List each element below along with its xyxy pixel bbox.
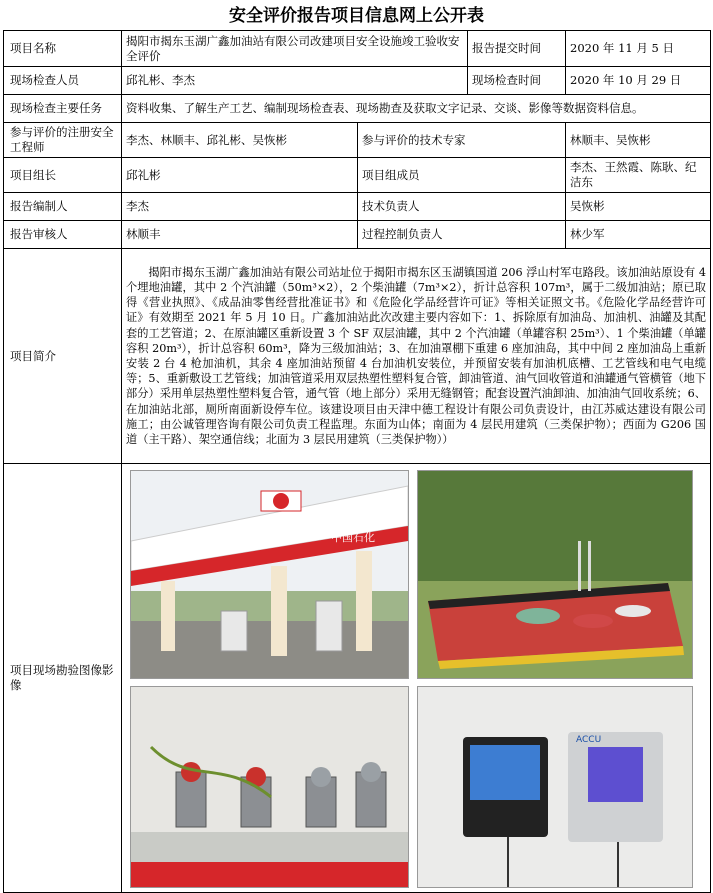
- experts-value: 林顺丰、吴恢彬: [566, 123, 711, 158]
- author-label: 报告编制人: [4, 193, 122, 221]
- monitor-brand-text: ACCU: [576, 735, 602, 745]
- intro-value: 揭阳市揭东玉湖广鑫加油站有限公司站址位于揭阳市揭东区玉湖镇国道 206 浮山村军屯路段。该加油站原设有 4 个埋地油罐，其中 2 个汽油罐（50m³×2），2 个柴油罐（7m³×2），折计总容积 107m³，属于二级加油站；原已取得《营业执照》、《成品油零售经营批准证书》和《危险化学品经营许可证》等相关证照文书。《危险化学品经营许可证》有效期至 2021 年 5 月 10 日。广鑫加油站此次改建主要内容如下：1、拆除原有加油岛、加油机、油罐及其配套的工艺管道；2、在原油罐区重新设置 3 个 SF 双层油罐，其中 2 个汽油罐（单罐容积 25m³）、1 个柴油罐（单罐容积 20m³），折计总容积 60m³，降为三级加油站；3、在加油罩棚下重建 6 座加油岛，其中中间 2 座加油岛上重新安装 2 台 4 枪加油机，其余 4 座加油站预留 4 台加油机安装位，并预留安装有加油机底槽、工艺管线和电气电缆等；5、重新敷设工艺管线；加油管道采用双层热塑性塑料复合管，卸油管道、油气回收管道和油罐通气管横管（地下部分）采用单层热塑性塑料复合管，通气管（地上部分）采用无缝钢管；配套设置汽油卸油、加油油气回收系统；6、在加油站北部，厕所南面新设停车位。该建设项目由天津中德工程设计有限公司负责设计，由江苏威达建设有限公司施工；由公诚管理咨询有限公司负责工程监理。东面为山体；南面为 4 层民用建筑（三类保护物）；西面为 G206 国道（主干路）、架空通信线；北面为 3 层民用建筑（三类保护物））: [122, 249, 711, 464]
- inspectors-label: 现场检查人员: [4, 67, 122, 95]
- tech-label: 技术负责人: [358, 193, 566, 221]
- row-photos: [4, 464, 711, 893]
- row-tasks: [4, 95, 711, 123]
- row-leader: [4, 158, 711, 193]
- photo-tank-area: [417, 470, 693, 679]
- photo-control-monitors: [417, 686, 693, 888]
- valves-photo-image: [131, 687, 408, 887]
- canopy-sign-text: 中国石化: [331, 531, 375, 544]
- tank-area-photo-image: [418, 471, 692, 678]
- members-value: 李杰、王然霞、陈耿、纪洁东: [566, 158, 711, 193]
- reviewer-label: 报告审核人: [4, 221, 122, 249]
- row-project-name: [4, 31, 711, 67]
- submit-time-label: 报告提交时间: [468, 31, 566, 67]
- photo-pump-valves: [130, 686, 409, 888]
- photo-gas-station-canopy: [130, 470, 409, 679]
- row-inspectors: [4, 67, 711, 95]
- leader-label: 项目组长: [4, 158, 122, 193]
- inspect-time-value: 2020 年 10 月 29 日: [566, 67, 711, 95]
- row-author: [4, 193, 711, 221]
- engineers-value: 李杰、林顺丰、邱礼彬、吴恢彬: [122, 123, 358, 158]
- process-value: 林少军: [566, 221, 711, 249]
- project-name-value: 揭阳市揭东玉湖广鑫加油站有限公司改建项目安全设施竣工验收安全评价: [122, 31, 468, 67]
- page-title: 安全评价报告项目信息网上公开表: [229, 6, 484, 26]
- members-label: 项目组成员: [358, 158, 566, 193]
- row-reviewer: [4, 221, 711, 249]
- photos-label: 项目现场勘验图像影像: [4, 464, 122, 893]
- inspectors-value: 邱礼彬、李杰: [122, 67, 468, 95]
- inspect-time-label: 现场检查时间: [468, 67, 566, 95]
- photos-cell: [122, 464, 711, 893]
- submit-time-value: 2020 年 11 月 5 日: [566, 31, 711, 67]
- tasks-value: 资料收集、了解生产工艺、编制现场检查表、现场勘查及获取文字记录、交谈、影像等数据资料信息。: [122, 95, 711, 123]
- row-engineers: [4, 123, 711, 158]
- photo-grid: [122, 464, 710, 892]
- canopy-photo-image: [131, 471, 408, 678]
- reviewer-value: 林顺丰: [122, 221, 358, 249]
- process-label: 过程控制负责人: [358, 221, 566, 249]
- tech-value: 吴恢彬: [566, 193, 711, 221]
- author-value: 李杰: [122, 193, 358, 221]
- row-intro: [4, 249, 711, 464]
- tasks-label: 现场检查主要任务: [4, 95, 122, 123]
- experts-label: 参与评价的技术专家: [358, 123, 566, 158]
- monitors-photo-image: [418, 687, 692, 887]
- leader-value: 邱礼彬: [122, 158, 358, 193]
- project-name-label: 项目名称: [4, 31, 122, 67]
- engineers-label: 参与评价的注册安全工程师: [4, 123, 122, 158]
- intro-label: 项目简介: [4, 249, 122, 464]
- info-table: [3, 30, 711, 893]
